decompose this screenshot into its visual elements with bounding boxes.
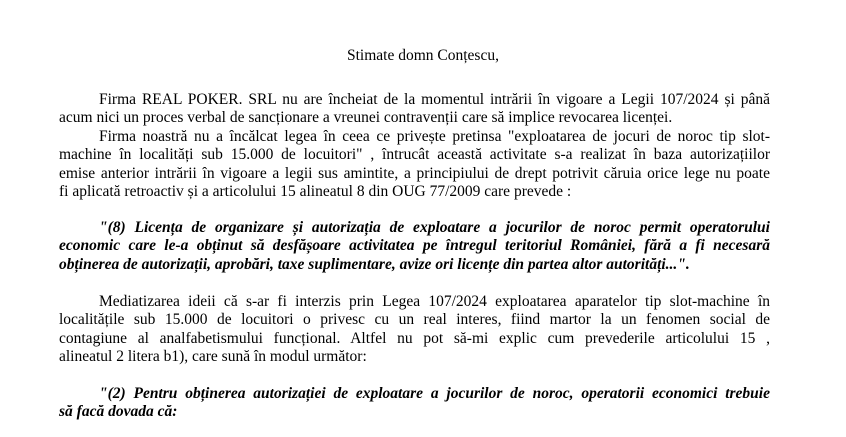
- paragraph-line: alineatul 2 litera b1), care sună în modul următor:: [59, 347, 367, 365]
- paragraph-line: Firma REAL POKER. SRL nu are încheiat de la momentul intrării în vigoare a Legii 107/2024 și până: [99, 91, 770, 108]
- paragraph-line: emise anterior intrării în vigoare a legii sus amintite, a principiului de drept potrivit căruia orice lege nu poate: [59, 164, 770, 182]
- quote-line: obținerea de autorizații, aprobări, taxe suplimentare, avize ori licențe din partea altor autorități...".: [59, 255, 690, 273]
- quote-article-15-8: [59, 219, 770, 274]
- paragraph-line: localitățile sub 15.000 de locuitori o privesc cu un real interes, fiind martor la un fenomen social de: [59, 311, 770, 329]
- quote-line: "(8) Licența de organizare și autorizația de exploatare a jocurilor de noroc permit operatorului: [99, 219, 770, 236]
- paragraph-line: contagiune al analfabetismului funcțional. Altfel nu pot să-mi explic cum prevederile articolului 15 ,: [59, 329, 770, 347]
- paragraph-line: fi aplicată retroactiv și a articolului 15 alineatul 8 din OUG 77/2009 care prevede :: [59, 182, 572, 200]
- quote-line: economic care le-a obținut să desfășoare activitatea pe întregul teritoriul României, fără a fi necesară: [59, 237, 770, 255]
- letter-greeting: Stimate domn Conțescu,: [347, 47, 499, 64]
- quote-article-15-2: [59, 385, 770, 422]
- paragraph-line: Mediatizarea ideii că s-ar fi interzis prin Legea 107/2024 exploatarea aparatelor tip slot-machine în: [99, 293, 770, 310]
- paragraph-media-coverage: [59, 293, 770, 366]
- quote-line: să facă dovada că:: [59, 403, 178, 421]
- paragraph-legal-argument: [59, 128, 770, 201]
- paragraph-line: machine în localități sub 15.000 de locuitori" , întrucât această activitate s-a realizat în baza autorizațiilor: [59, 146, 770, 164]
- quote-line: "(2) Pentru obținerea autorizației de exploatare a jocurilor de noroc, operatorii economici trebuie: [99, 385, 770, 402]
- paragraph-line: Firma noastră nu a încălcat legea în ceea ce privește pretinsa "exploatarea de jocuri de noroc tip slot-: [99, 128, 770, 145]
- paragraph-line: acum nici un proces verbal de sancționare a vreunei contravenții care să implice revocarea licenței.: [59, 109, 673, 127]
- paragraph-sanctions: [59, 91, 770, 128]
